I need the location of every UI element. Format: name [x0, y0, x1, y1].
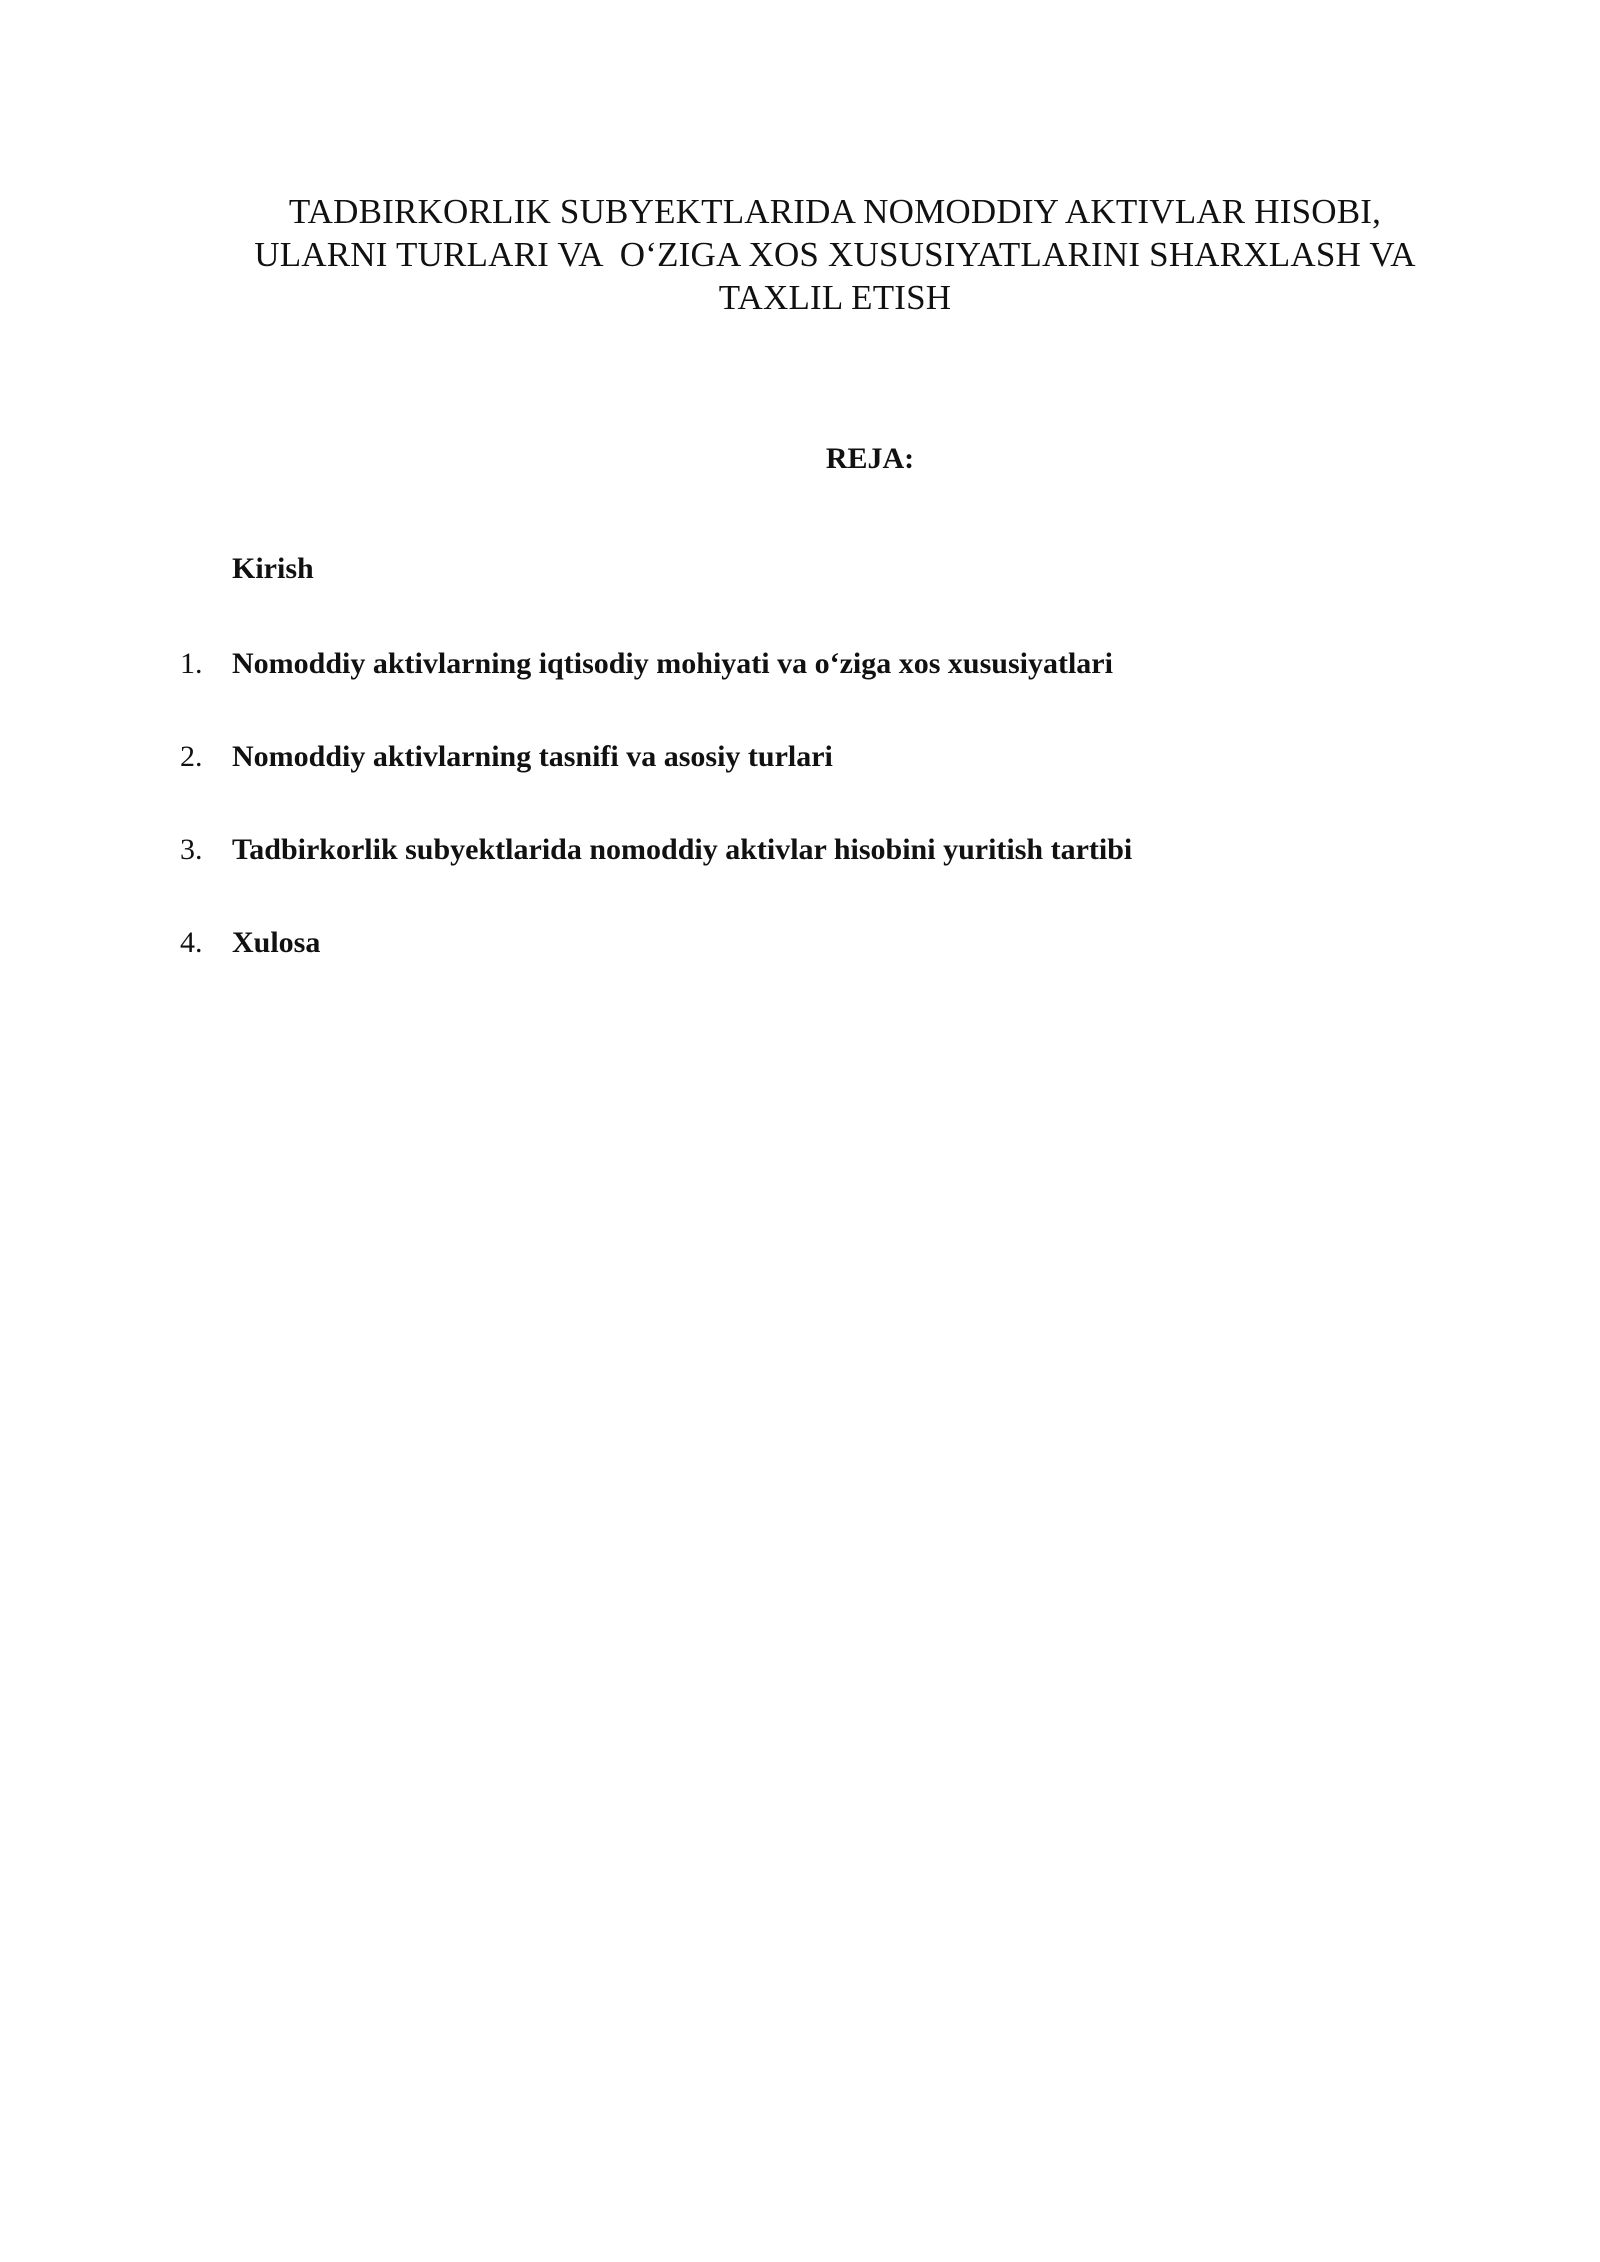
title-line-1: TADBIRKORLIK SUBYEKTLARIDA NOMODDIY AKTIVLAR HISOBI, — [288, 192, 1382, 231]
plan-item-number: 1. — [180, 647, 203, 680]
plan-item-text: Nomoddiy aktivlarning iqtisodiy mohiyati va o‘ziga xos xususiyatlari — [232, 647, 1113, 680]
plan-item-number: 2. — [180, 740, 203, 773]
document-title — [160, 190, 1510, 319]
plan-item — [180, 925, 320, 961]
plan-item — [180, 832, 1132, 868]
plan-item-text: Xulosa — [232, 926, 321, 959]
plan-item — [180, 739, 833, 775]
plan-item — [180, 646, 1113, 682]
plan-item-number: 3. — [180, 833, 203, 866]
plan-heading: REJA: — [825, 442, 915, 475]
plan-item-number: 4. — [180, 926, 203, 959]
plan-intro: Kirish — [232, 552, 314, 585]
plan-item-text: Nomoddiy aktivlarning tasnifi va asosiy turlari — [232, 740, 833, 773]
plan-item-text: Tadbirkorlik subyektlarida nomoddiy aktivlar hisobini yuritish tartibi — [232, 833, 1133, 866]
title-line-2: ULARNI TURLARI VA O‘ZIGA XOS XUSUSIYATLARINI SHARXLASH VA — [254, 235, 1416, 274]
title-line-3: TAXLIL ETISH — [718, 278, 952, 317]
